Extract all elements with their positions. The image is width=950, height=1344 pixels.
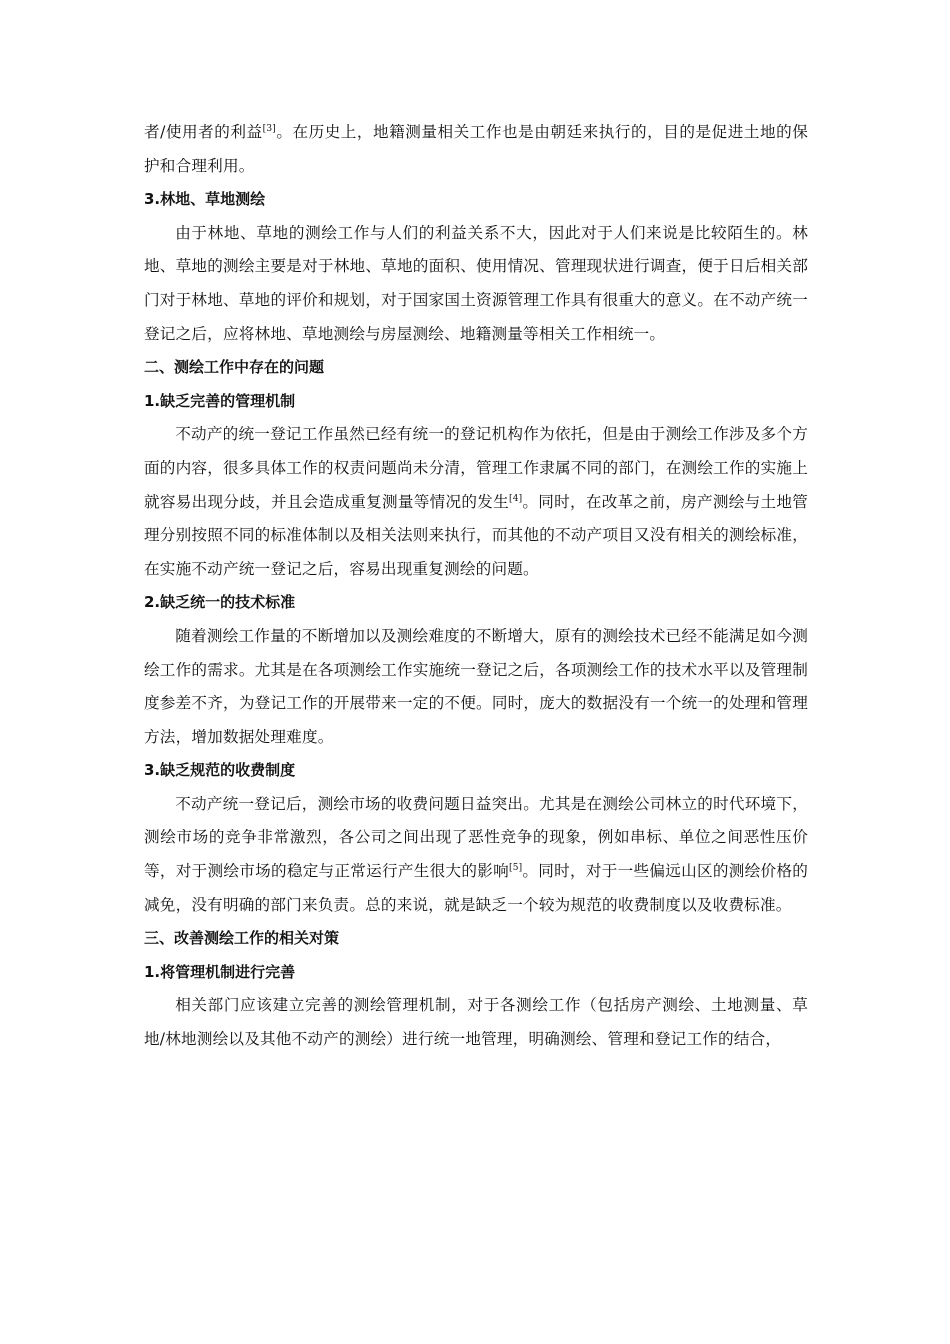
body-paragraph [144,788,808,922]
paragraph-text: 不动产的统一登记工作虽然已经有统一的登记机构作为依托，但是由于测绘工作涉及多个方面的内容，很多具体工作的权责问题尚未分清，管理工作隶属不同的部门，在测绘工作的实施上就容易出现分歧，并且会造成重复测量等情况的发生 [144,425,808,511]
section-heading: 三、改善测绘工作的相关对策 [144,929,340,948]
body-paragraph [144,217,808,351]
paragraph-text: 不动产统一登记后，测绘市场的收费问题日益突出。尤其是在测绘公司林立的时代环境下，测绘市场的竞争非常激烈，各公司之间出现了恶性竞争的现象，例如串标、单位之间恶性压价等，对于测绘市场的稳定与正常运行产生很大的影响 [144,794,808,881]
citation-reference: [4] [508,493,523,504]
body-paragraph [144,116,808,183]
paragraph-text: 。同时，在改革之前，房产测绘与土地管理分别按照不同的标准体制以及相关法则来执行，而其他的不动产项目又没有相关的测绘标准，在实施不动产统一登记之后，容易出现重复测绘的问题。 [144,492,808,578]
body-paragraph [144,418,808,586]
document-page [144,116,808,1057]
section-heading: 3.林地、草地测绘 [144,190,266,209]
section-heading: 1.将管理机制进行完善 [144,962,296,981]
paragraph-text: 随着测绘工作量的不断增加以及测绘难度的不断增大，原有的测绘技术已经不能满足如今测绘工作的需求。尤其是在各项测绘工作实施统一登记之后，各项测绘工作的技术水平以及管理制度参差不齐，为登记工作的开展带来一定的不便。同时，庞大的数据没有一个统一的处理和管理方法，增加数据处理难度。 [144,626,808,746]
paragraph-text: 者/使用者的利益 [144,123,263,141]
section-heading: 1.缺乏完善的管理机制 [144,391,296,410]
section-heading: 2.缺乏统一的技术标准 [144,593,296,612]
paragraph-text: 由于林地、草地的测绘工作与人们的利益关系不大，因此对于人们来说是比较陌生的。林地、草地的测绘主要是对于林地、草地的面积、使用情况、管理现状进行调查，便于日后相关部门对于林地、草地的评价和规划，对于国家国土资源管理工作具有很重大的意义。在不动产统一登记之后，应将林地、草地测绘与房屋测绘、地籍测量等相关工作相统一。 [144,223,808,343]
section-heading: 3.缺乏规范的收费制度 [144,761,296,780]
body-paragraph [144,620,808,754]
paragraph-text: 。同时，对于一些偏远山区的测绘价格的减免，没有明确的部门来负责。总的来说，就是缺乏一个较为规范的收费制度以及收费标准。 [144,862,808,914]
citation-reference: [5] [508,863,523,874]
paragraph-text: 相关部门应该建立完善的测绘管理机制，对于各测绘工作（包括房产测绘、土地测量、草地/林地测绘以及其他不动产的测绘）进行统一地管理，明确测绘、管理和登记工作的结合， [144,996,808,1049]
body-paragraph [144,989,808,1056]
section-heading: 二、测绘工作中存在的问题 [144,358,325,377]
citation-reference: [3] [262,124,276,134]
paragraph-text: 。在历史上，地籍测量相关工作也是由朝廷来执行的，目的是促进土地的保护和合理利用。 [144,123,808,175]
